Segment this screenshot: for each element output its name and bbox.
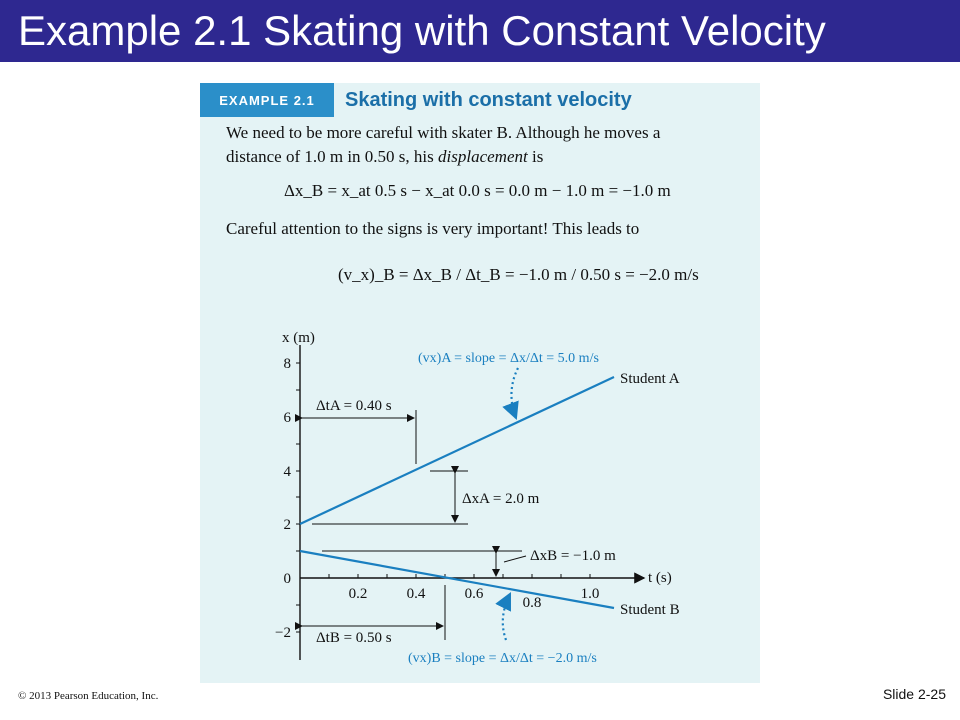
delta-t-b-label: ΔtB = 0.50 s — [316, 630, 392, 646]
y-axis-label: x (m) — [282, 330, 315, 346]
paragraph-1-text-a: distance of 1.0 m in 0.50 s, his — [226, 147, 439, 166]
slide-title: Example 2.1 Skating with Constant Velocity — [18, 7, 826, 54]
delta-x-b-label: ΔxB = −1.0 m — [530, 548, 616, 564]
delta-x-b-leader — [504, 556, 526, 562]
slope-b-label: (vx)B = slope = Δx/Δt = −2.0 m/s — [408, 651, 597, 666]
x-tick-label: 0.2 — [348, 586, 368, 602]
x-tick-label: 0.8 — [522, 595, 542, 611]
y-tick-label: 2 — [283, 517, 291, 533]
y-tick-label: −2 — [275, 625, 291, 641]
paragraph-1-text-b: is — [527, 147, 544, 166]
x-axis-label: t (s) — [648, 570, 672, 586]
equation-velocity-b: (v_x)_B = Δx_B / Δt_B = −1.0 m / 0.50 s = −2.0 m/s — [338, 265, 699, 284]
equation-displacement-b: Δx_B = x_at 0.5 s − x_at 0.0 s = 0.0 m − 1.0 m = −1.0 m — [284, 181, 671, 200]
x-tick-label: 1.0 — [580, 586, 600, 602]
example-tag: EXAMPLE 2.1 — [200, 83, 334, 117]
copyright-notice: © 2013 Pearson Education, Inc. — [18, 690, 159, 702]
paragraph-1-line-1: We need to be more careful with skater B. Although he moves a — [226, 123, 661, 142]
delta-x-a-label: ΔxA = 2.0 m — [462, 491, 540, 507]
slide-number: Slide 2-25 — [882, 686, 946, 702]
example-heading: Skating with constant velocity — [345, 89, 632, 111]
slope-a-pointer — [511, 368, 518, 418]
x-tick-label: 0.4 — [406, 586, 426, 602]
y-tick-label: 4 — [283, 464, 291, 480]
slope-a-label: (vx)A = slope = Δx/Δt = 5.0 m/s — [418, 351, 599, 366]
y-tick-label: 0 — [283, 571, 291, 587]
displacement-emphasis: displacement — [438, 147, 528, 166]
x-tick-label: 0.6 — [464, 586, 484, 602]
slope-b-pointer — [503, 594, 510, 640]
student-a-label: Student A — [620, 371, 680, 387]
student-b-label: Student B — [620, 602, 680, 618]
y-tick-label: 8 — [283, 356, 291, 372]
y-tick-label: 6 — [283, 410, 291, 426]
paragraph-2: Careful attention to the signs is very important! This leads to — [226, 219, 640, 238]
delta-t-a-label: ΔtA = 0.40 s — [316, 398, 392, 414]
y-tick-labels — [275, 356, 291, 641]
